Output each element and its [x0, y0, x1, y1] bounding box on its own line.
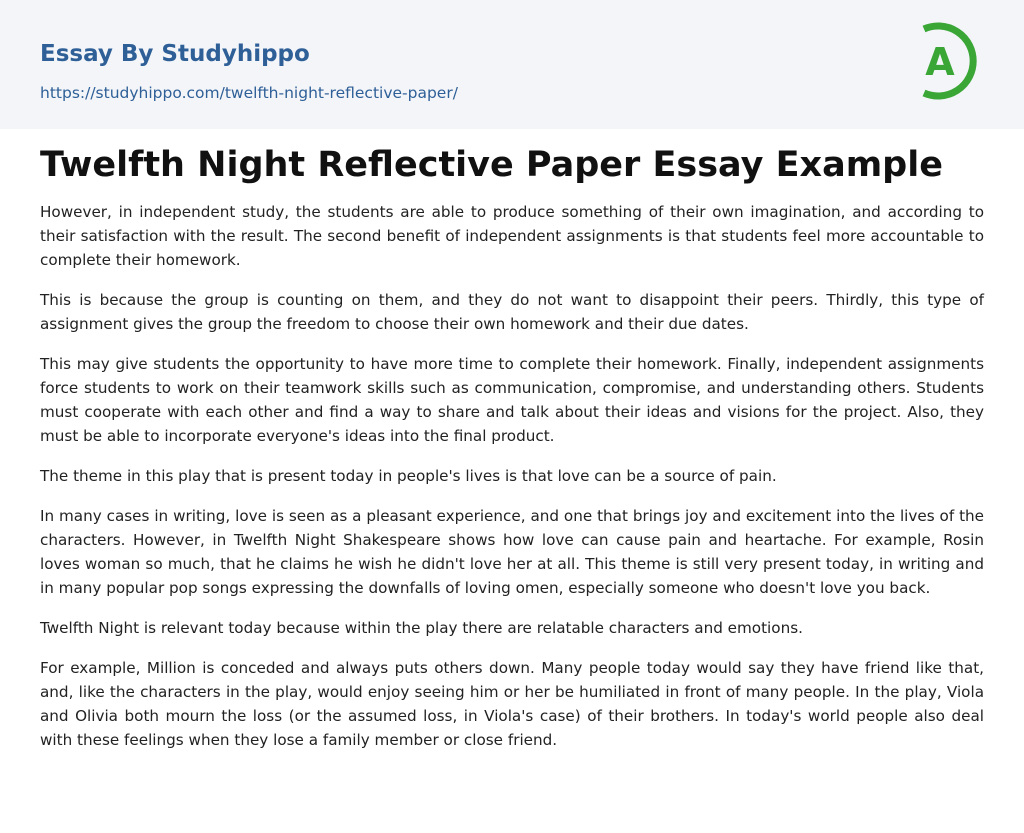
essay-paragraph: This is because the group is counting on them, and they do not want to disappoint their peers. Thirdly, this type of assignment gives the group the freedom to choose their own homework and their due dates. [40, 291, 984, 333]
brand-title: Essay By Studyhippo [40, 41, 310, 67]
essay-paragraph: In many cases in writing, love is seen as a pleasant experience, and one that brings joy and excitement into the lives of the characters. However, in Twelfth Night Shakespeare shows how love can cause pain and heartache. For example, Rosin loves woman so much, that he claims he wish he didn't love her at all. This theme is still very present today, in writing and in many popular pop songs expressing the downfalls of loving omen, especially someone who doesn't love you back. [40, 507, 984, 597]
logo-letter: A [925, 40, 955, 84]
page-title: Twelfth Night Reflective Paper Essay Example [40, 145, 943, 185]
essay-paragraph: This may give students the opportunity to have more time to complete their homework. Finally, independent assignments force students to work on their teamwork skills such as communication, compromise, and understanding others. Students must cooperate with each other and find a way to share and talk about their ideas and visions for the project. Also, they must be able to incorporate everyone's ideas into the final product. [40, 355, 984, 445]
essay-url-link[interactable]: https://studyhippo.com/twelfth-night-reflective-paper/ [40, 84, 458, 102]
essay-paragraph: However, in independent study, the students are able to produce something of their own imagination, and according to their satisfaction with the result. The second benefit of independent assignments is that students feel more accountable to complete their homework. [40, 203, 984, 269]
essay-body [40, 200, 984, 768]
site-header [0, 0, 1024, 129]
studyhippo-logo-icon[interactable] [912, 19, 986, 105]
essay-paragraph: Twelfth Night is relevant today because within the play there are relatable characters and emotions. [40, 619, 803, 637]
essay-paragraph: The theme in this play that is present today in people's lives is that love can be a source of pain. [40, 467, 777, 485]
essay-paragraph: For example, Million is conceded and always puts others down. Many people today would say they have friend like that, and, like the characters in the play, would enjoy seeing him or her be humiliated in front of many people. In the play, Viola and Olivia both mourn the loss (or the assumed loss, in Viola's case) of their brothers. In today's world people also deal with these feelings when they lose a family member or close friend. [40, 659, 984, 749]
